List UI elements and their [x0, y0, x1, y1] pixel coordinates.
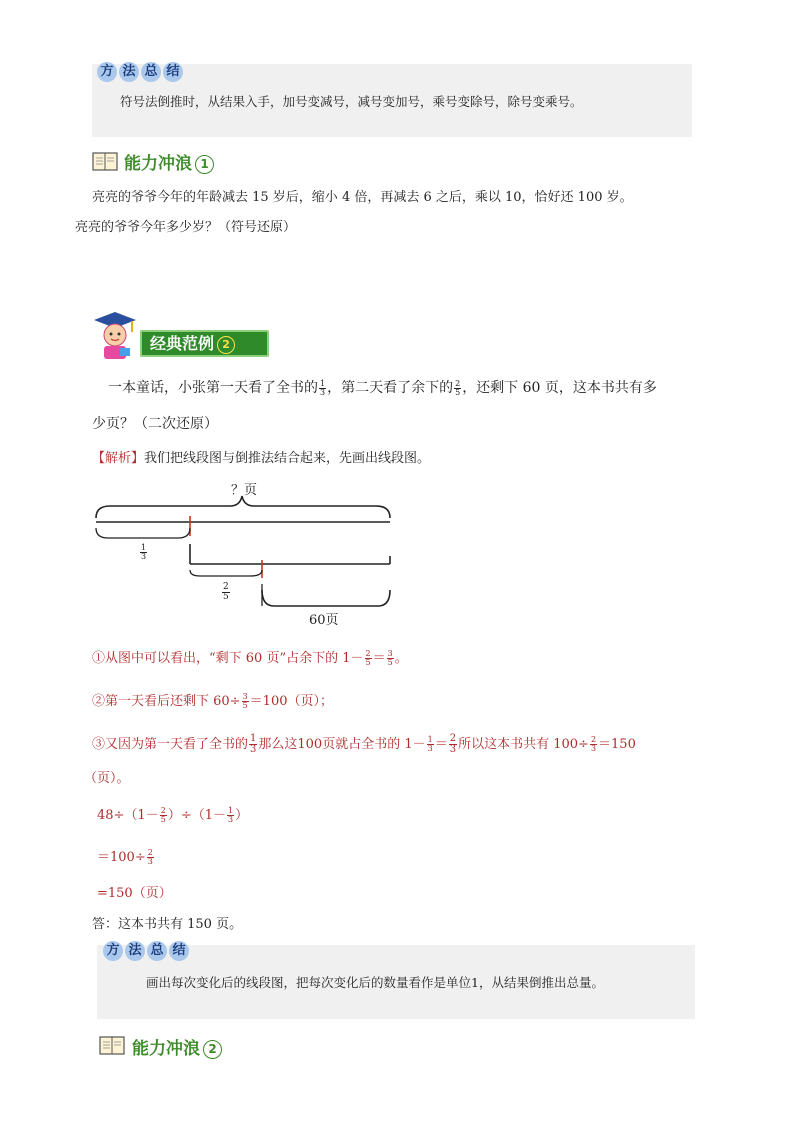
- solution-step-1: ①从图中可以看出，“剩下 60 页”占余下的 1－ $\frac{2}{5}$ ＝ $\frac{3}{5}$ 。: [92, 649, 408, 667]
- example-question-line-2: 少页？（二次还原）: [92, 416, 218, 432]
- book-icon: [92, 150, 118, 172]
- method-summary-badge-2: 方 法 总 结: [103, 941, 191, 961]
- diagram-fraction-2-5: $\frac{2}{5}$: [223, 582, 229, 602]
- answer-line: 答：这本书共有 150 页。: [92, 917, 243, 932]
- method-summary-text-1: 符号法倒推时，从结果入手，加号变减号，减号变加号，乘号变除号，除号变乘号。: [120, 94, 583, 109]
- diagram-fraction-1-3: $\frac{1}{3}$: [141, 543, 147, 561]
- formula-line-1: 48÷（1－ $\frac{2}{5}$ ）÷（1－ $\frac{1}{3}$ ）: [97, 806, 249, 824]
- line-segment-diagram: [90, 478, 400, 636]
- example-question-line-1: 一本童话，小张第一天看了全书的 $\frac{1}{3}$ ，第二天看了余下的 $\frac{2}{5}$ ，还剩下 60 页，这本书共有多: [108, 378, 657, 397]
- practice-heading-2: 能力冲浪 2: [132, 1034, 222, 1059]
- practice-heading-1: 能力冲浪 1: [124, 149, 214, 174]
- practice-1-line-1: 亮亮的爷爷今年的年龄减去 15 岁后，缩小 4 倍，再减去 6 之后，乘以 10，恰好还 100 岁。: [92, 190, 633, 205]
- formula-line-2: ＝100÷ $\frac{2}{3}$: [97, 848, 153, 866]
- method-summary-badge-1: 方 法 总 结: [97, 62, 185, 82]
- analysis-line: 【解析】我们把线段图与倒推法结合起来，先画出线段图。: [92, 451, 431, 466]
- example-heading-2: 经典范例 2: [140, 330, 269, 357]
- method-summary-text-2: 画出每次变化后的线段图，把每次变化后的数量看作是单位1，从结果倒推出总量。: [146, 975, 604, 990]
- solution-step-3-line-2: （页）。: [84, 771, 130, 786]
- practice-1-line-2: 亮亮的爷爷今年多少岁？（符号还原）: [75, 220, 297, 235]
- book-icon: [99, 1034, 125, 1056]
- solution-step-3: ③又因为第一天看了全书的 $\frac{1}{3}$ 那么这100页就占全书的 1－ $\frac{1}{3}$ ＝ $\frac{2}{3}$ 所以这本书共有 100÷ $\frac{2}{3}$ ＝150: [92, 733, 636, 755]
- teacher-mascot-icon: [92, 310, 138, 360]
- diagram-bottom-label: 60页: [309, 613, 339, 628]
- formula-line-3: =150（页）: [97, 886, 172, 901]
- diagram-top-label: ？页: [231, 483, 258, 498]
- solution-step-2: ②第一天看后还剩下 60÷ $\frac{3}{5}$ ＝100（页）；: [92, 692, 333, 710]
